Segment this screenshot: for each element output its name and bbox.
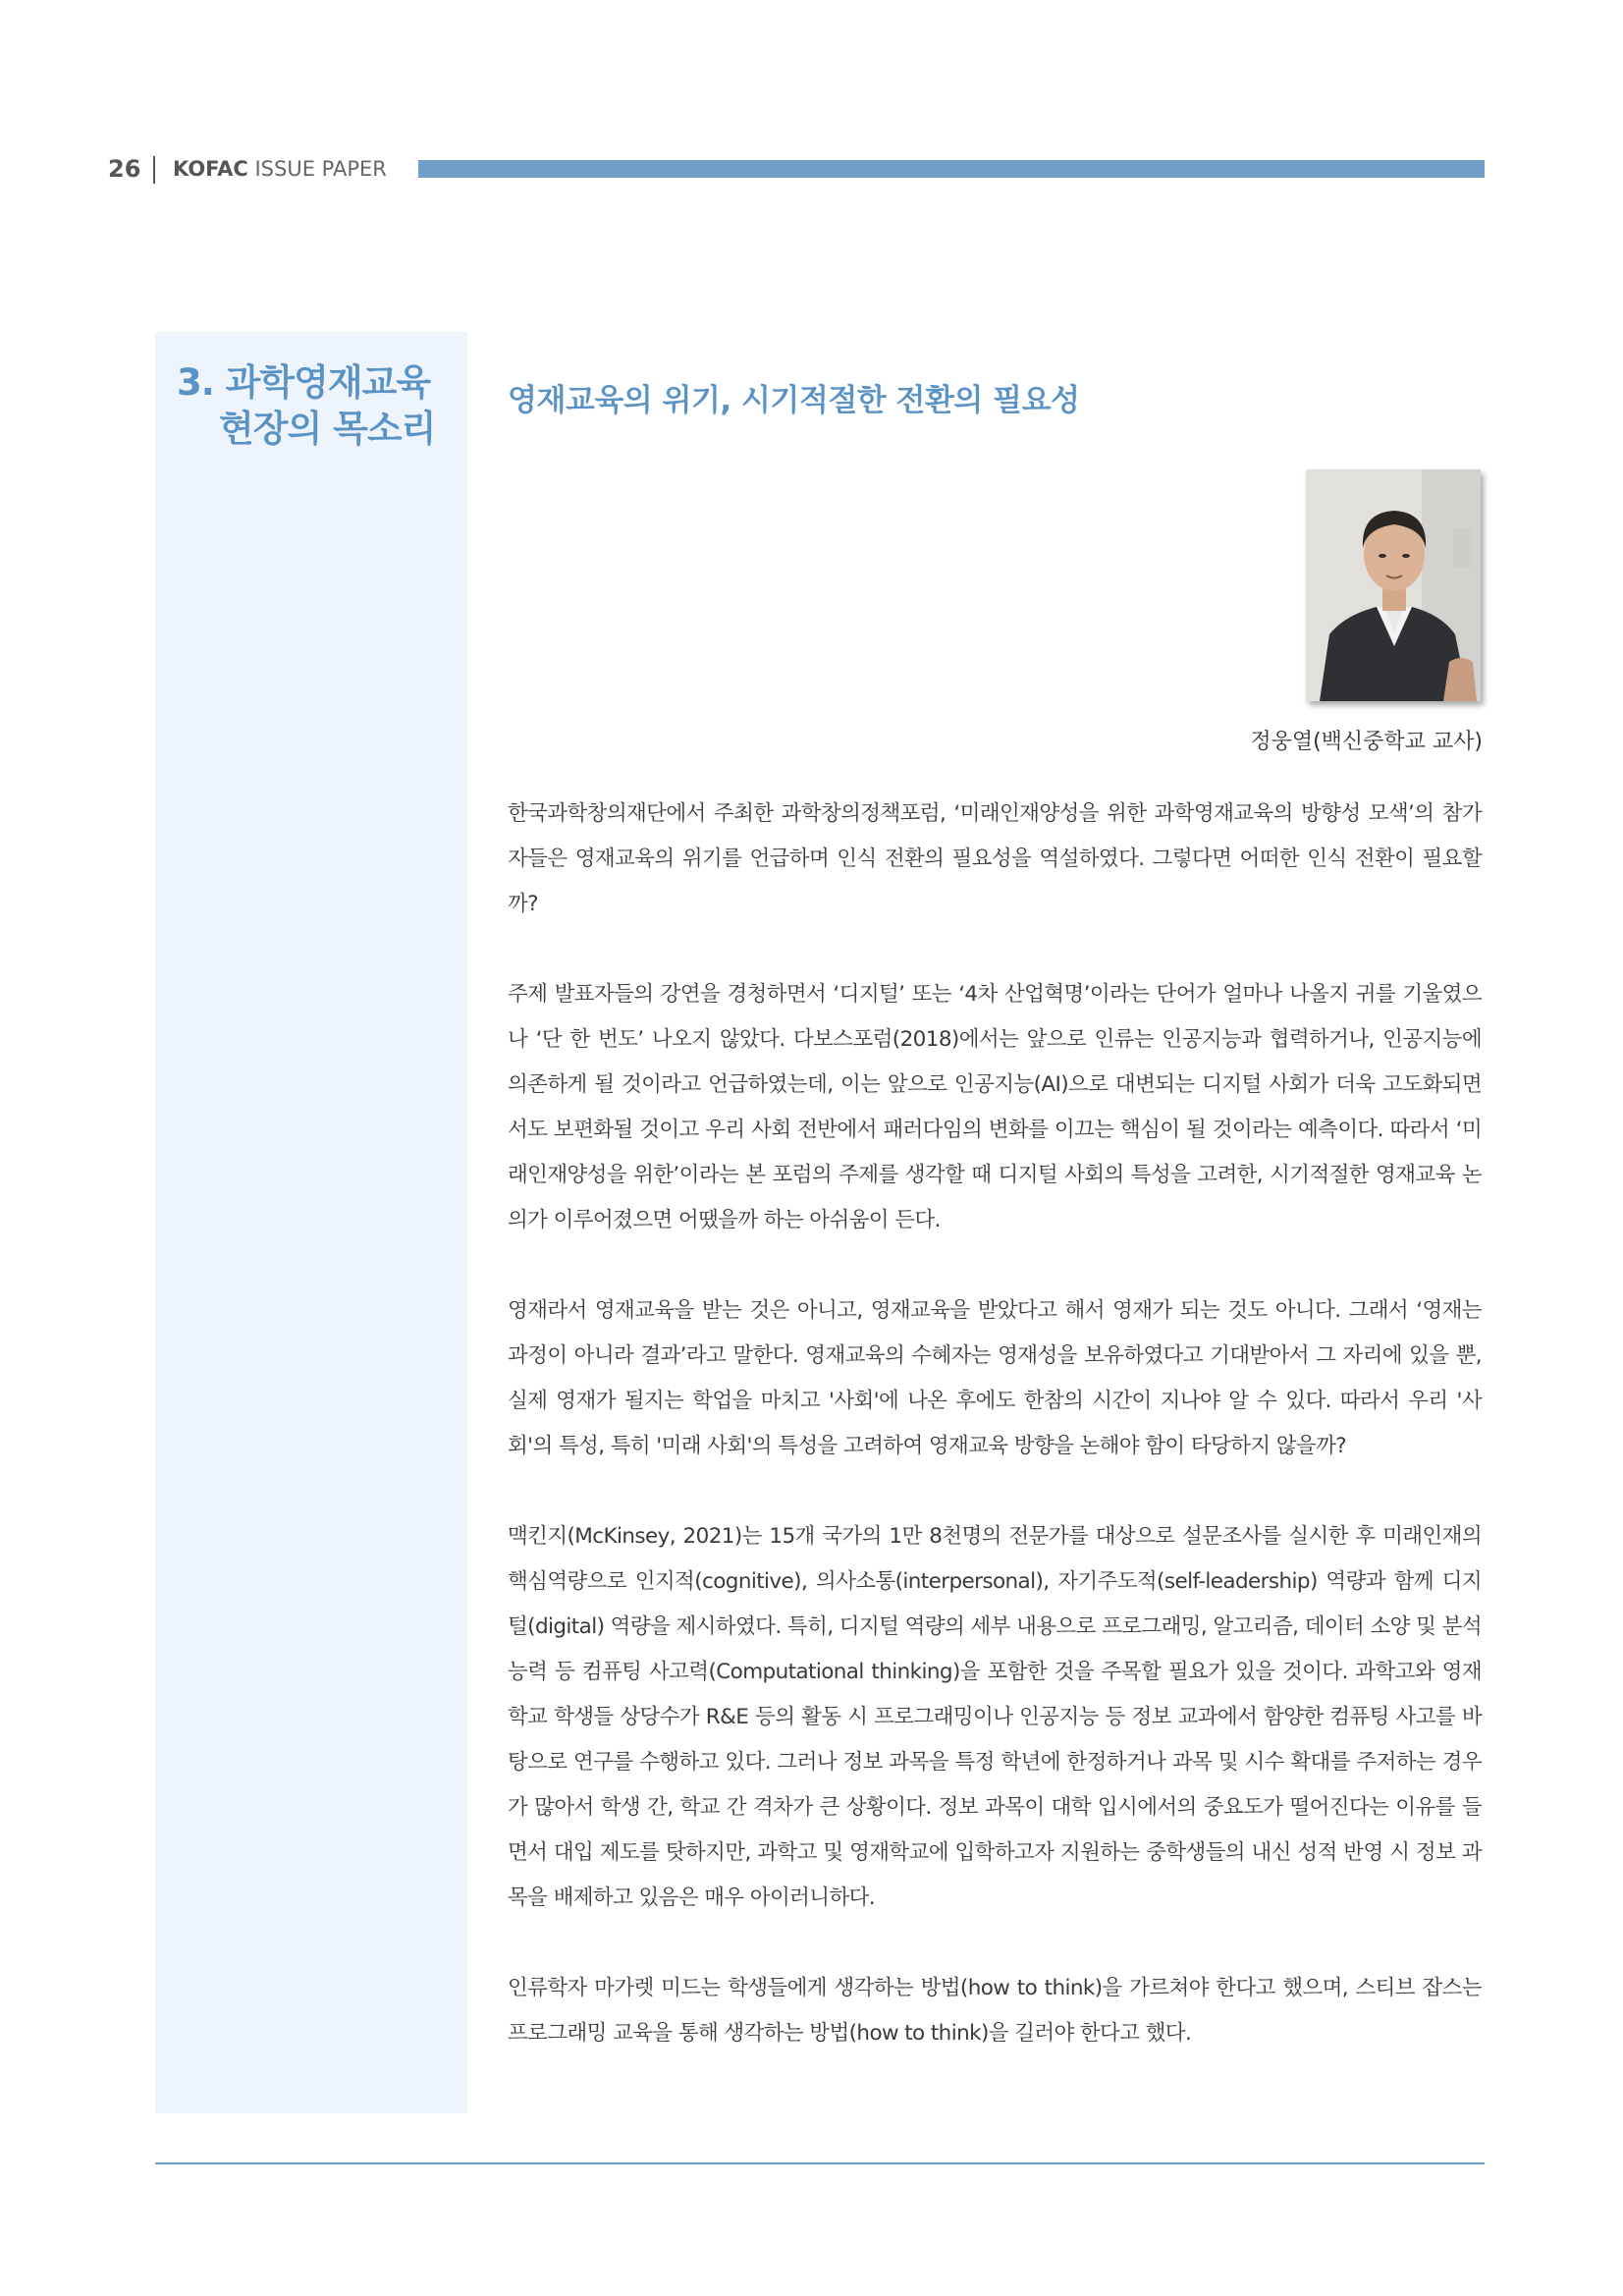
- header-brand: KOFAC: [173, 157, 248, 181]
- header-series: ISSUE PAPER: [254, 157, 387, 181]
- author-photo: [1306, 469, 1481, 701]
- page-header: [108, 154, 1485, 184]
- paragraph: 영재라서 영재교육을 받는 것은 아니고, 영재교육을 받았다고 해서 영재가 되는 것도 아니다. 그래서 ‘영재는 과정이 아니라 결과’라고 말한다. 영재교육의 수혜자는 영재성을 보유하였다고 기대받아서 그 자리에 있을 뿐, 실제 영재가 될지는 학업을 마치고 '사회'에 나온 후에도 한참의 시간이 지나야 알 수 있다. 따라서 우리 '사회'의 특성, 특히 '미래 사회'의 특성을 고려하여 영재교육 방향을 논해야 함이 타당하지 않을까?: [508, 1298, 1482, 1458]
- article-subtitle: 영재교육의 위기, 시기적절한 전환의 필요성: [508, 383, 1080, 418]
- section-title: [177, 359, 435, 452]
- section-sidebar: [155, 332, 467, 2113]
- paragraph: 주제 발표자들의 강연을 경청하면서 ‘디지털’ 또는 ‘4차 산업혁명’이라는 단어가 얼마나 나올지 귀를 기울였으나 ‘단 한 번도’ 나오지 않았다. 다보스포럼(2018)에서는 앞으로 인류는 인공지능과 협력하거나, 인공지능에 의존하게 될 것이라고 언급하였는데, 이는 앞으로 인공지능(AI)으로 대변되는 디지털 사회가 더욱 고도화되면서도 보편화될 것이고 우리 사회 전반에서 패러다임의 변화를 이끄는 핵심이 될 것이라는 예측이다. 따라서 ‘미래인재양성을 위한’이라는 본 포럼의 주제를 생각할 때 디지털 사회의 특성을 고려한, 시기적절한 영재교육 논의가 이루어졌으면 어땠을까 하는 아쉬움이 든다.: [508, 982, 1482, 1232]
- paragraph: 한국과학창의재단에서 주최한 과학창의정책포럼, ‘미래인재양성을 위한 과학영재교육의 방향성 모색’의 참가자들은 영재교육의 위기를 언급하며 인식 전환의 필요성을 역설하였다. 그렇다면 어떠한 인식 전환이 필요할까?: [508, 801, 1482, 916]
- paragraph: 인류학자 마가렛 미드는 학생들에게 생각하는 방법(how to think)을 가르쳐야 한다고 했으며, 스티브 잡스는 프로그래밍 교육을 통해 생각하는 방법(how to think)을 길러야 한다고 했다.: [508, 1976, 1482, 2046]
- page-number: 26: [108, 155, 141, 183]
- header-divider: [153, 156, 155, 184]
- paragraph: 맥킨지(McKinsey, 2021)는 15개 국가의 1만 8천명의 전문가를 대상으로 설문조사를 실시한 후 미래인재의 핵심역량으로 인지적(cognitive), 의사소통(interpersonal), 자기주도적(self-leadership) 역량과 함께 디지털(digital) 역량을 제시하였다. 특히, 디지털 역량의 세부 내용으로 프로그래밍, 알고리즘, 데이터 소양 및 분석 능력 등 컴퓨팅 사고력(Computational thinking)을 포함한 것을 주목할 필요가 있을 것이다. 과학고와 영재학교 학생들 상당수가 R&E 등의 활동 시 프로그래밍이나 인공지능 등 정보 교과에서 함양한 컴퓨팅 사고를 바탕으로 연구를 수행하고 있다. 그러나 정보 과목을 특정 학년에 한정하거나 과목 및 시수 확대를 주저하는 경우가 많아서 학생 간, 학교 간 격차가 큰 상황이다. 정보 과목이 대학 입시에서의 중요도가 떨어진다는 이유를 들면서 대입 제도를 탓하지만, 과학고 및 영재학교에 입학하고자 지원하는 중학생들의 내신 성적 반영 시 정보 과목을 배제하고 있음은 매우 아이러니하다.: [508, 1524, 1482, 1910]
- author-portrait-icon: [1306, 469, 1481, 701]
- header-title: [173, 154, 387, 184]
- header-bar: [418, 160, 1485, 178]
- section-title-line2: 현장의 목소리: [219, 408, 436, 450]
- section-title-line1: 3. 과학영재교육: [177, 361, 431, 404]
- author-caption: 정웅열(백신중학교 교사): [1250, 730, 1483, 754]
- article-body: [508, 792, 1482, 2102]
- footer-rule: [155, 2162, 1485, 2164]
